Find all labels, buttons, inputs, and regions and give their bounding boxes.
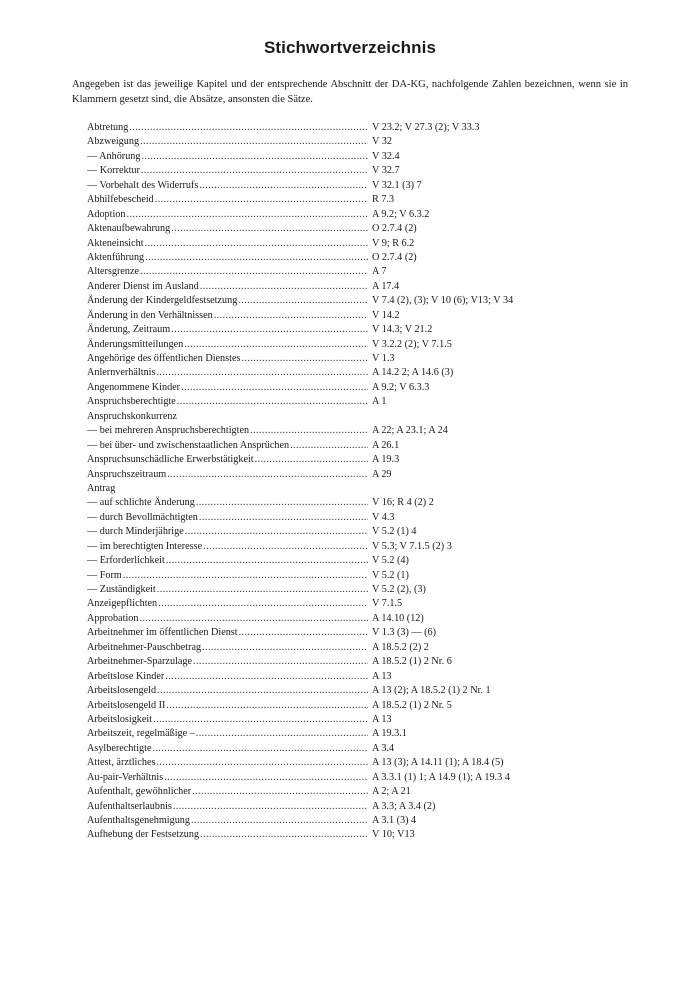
- index-term-cell: [87, 742, 368, 756]
- index-reference: A 9.2; V 6.3.3: [372, 381, 430, 393]
- dot-leader: [141, 150, 368, 164]
- index-term: Angenommene Kinder: [87, 381, 181, 393]
- index-term: Antrag: [87, 482, 116, 494]
- index-term: Anspruchszeitraum: [87, 468, 167, 480]
- index-term: — durch Bevollmächtigten: [87, 511, 198, 523]
- index-term: Änderung in den Verhältnissen: [87, 309, 213, 321]
- index-term-cell: [87, 814, 368, 828]
- dot-leader: [157, 684, 368, 698]
- index-entry: [87, 468, 647, 482]
- index-term-cell: [87, 785, 368, 799]
- dot-leader: [157, 583, 368, 597]
- index-term-cell: [87, 684, 368, 698]
- index-entry: [87, 727, 647, 741]
- index-reference: A 17.4: [372, 280, 400, 292]
- index-reference: A 19.3: [372, 454, 400, 466]
- index-entry: [87, 294, 647, 308]
- index-entry: [87, 135, 647, 149]
- index-entry: [87, 496, 647, 510]
- dot-leader: [255, 453, 368, 467]
- index-entry: [87, 309, 647, 323]
- index-reference: V 3.2.2 (2); V 7.1.5: [372, 338, 452, 350]
- index-entry: [87, 381, 647, 395]
- index-term: — bei mehreren Anspruchsberechtigten: [87, 425, 250, 437]
- index-entry: [87, 265, 647, 279]
- index-term-cell: [87, 453, 368, 467]
- index-reference: A 2; A 21: [372, 786, 411, 798]
- index-reference: V 5.2 (1): [372, 569, 409, 581]
- index-entry: [87, 525, 647, 539]
- index-term-cell: [87, 237, 368, 251]
- index-term-cell: [87, 410, 368, 424]
- index-reference: V 32.7: [372, 165, 400, 177]
- dot-leader: [200, 280, 368, 294]
- index-term: Arbeitnehmer im öffentlichen Dienst: [87, 627, 238, 639]
- index-entry: [87, 208, 647, 222]
- index-term: — im berechtigten Interesse: [87, 540, 203, 552]
- index-term: Aktenaufbewahrung: [87, 223, 171, 235]
- dot-leader: [196, 727, 368, 741]
- index-reference: A 13: [372, 670, 392, 682]
- index-term: Anspruchsberechtigte: [87, 396, 176, 408]
- index-term-cell: [87, 251, 368, 265]
- dot-leader: [167, 468, 368, 482]
- dot-leader: [184, 338, 368, 352]
- index-term-cell: [87, 727, 368, 741]
- index-term-cell: [87, 496, 368, 510]
- index-entry: [87, 742, 647, 756]
- index-reference: R 7.3: [372, 194, 395, 206]
- index-entry: [87, 785, 647, 799]
- dot-leader: [173, 800, 368, 814]
- index-reference: V 9; R 6.2: [372, 237, 415, 249]
- index-reference: V 7.4 (2), (3); V 10 (6); V13; V 34: [372, 295, 514, 307]
- index-reference: A 14.10 (12): [372, 612, 424, 624]
- index-term: Arbeitslose Kinder: [87, 670, 165, 682]
- dot-leader: [166, 554, 368, 568]
- index-term: Aufenthalt, gewöhnlicher: [87, 786, 192, 798]
- index-term: — Anhörung: [87, 150, 141, 162]
- index-term: Anderer Dienst im Ausland: [87, 280, 199, 292]
- dot-leader: [140, 265, 368, 279]
- dot-leader: [199, 179, 368, 193]
- index-entry: [87, 756, 647, 770]
- index-term-cell: [87, 569, 368, 583]
- dot-leader: [192, 785, 368, 799]
- index-entry: [87, 424, 647, 438]
- index-term: — auf schlichte Änderung: [87, 497, 195, 509]
- index-entry: [87, 179, 647, 193]
- index-entry: [87, 655, 647, 669]
- index-reference: A 19.3.1: [372, 728, 407, 740]
- index-reference: A 18.5.2 (1) 2 Nr. 5: [372, 699, 452, 711]
- index-term-cell: [87, 655, 368, 669]
- dot-leader: [123, 569, 368, 583]
- index-term: Abtretung: [87, 122, 129, 133]
- index-term-cell: [87, 338, 368, 352]
- index-entry: [87, 597, 647, 611]
- dot-leader: [145, 251, 368, 265]
- index-reference: A 18.5.2 (2) 2: [372, 641, 429, 653]
- dot-leader: [158, 597, 368, 611]
- index-term-cell: [87, 525, 368, 539]
- index-entry: [87, 800, 647, 814]
- index-reference: V 5.2 (1) 4: [372, 526, 417, 538]
- index-reference: A 9.2; V 6.3.2: [372, 208, 430, 220]
- index-reference: A 26.1: [372, 439, 400, 451]
- index-entry: [87, 352, 647, 366]
- index-entry: [87, 439, 647, 453]
- index-reference: V 4.3: [372, 511, 395, 523]
- index-term-cell: [87, 280, 368, 294]
- dot-leader: [127, 208, 369, 222]
- dot-leader: [250, 424, 368, 438]
- dot-leader: [196, 496, 368, 510]
- index-term: — Erforderlichkeit: [87, 555, 165, 567]
- index-entry: [87, 323, 647, 337]
- index-entry: [87, 612, 647, 626]
- index-reference: A 14.2 2; A 14.6 (3): [372, 367, 454, 379]
- index-term: — bei über- und zwischenstaatlichen Ansprüchen: [87, 439, 290, 451]
- index-entry: [87, 482, 647, 496]
- index-reference: V 10; V13: [372, 829, 415, 841]
- index-term-cell: [87, 597, 368, 611]
- index-term: — Zuständigkeit: [87, 584, 156, 595]
- index-term: Arbeitnehmer-Sparzulage: [87, 656, 193, 668]
- index-term-cell: [87, 323, 368, 337]
- page-title: Stichwortverzeichnis: [263, 38, 437, 57]
- index-term: Änderung der Kindergeldfestsetzung: [87, 295, 238, 307]
- index-reference: A 3.3; A 3.4 (2): [372, 800, 436, 812]
- index-term-cell: [87, 179, 368, 193]
- dot-leader: [129, 121, 368, 135]
- index-term: Änderungsmitteilungen: [87, 338, 184, 350]
- index-reference: O 2.7.4 (2): [372, 251, 417, 263]
- index-term: Approbation: [87, 612, 139, 624]
- index-entry: [87, 670, 647, 684]
- dot-leader: [200, 828, 368, 842]
- index-entry: [87, 569, 647, 583]
- index-reference: V 23.2; V 27.3 (2); V 33.3: [372, 122, 480, 133]
- index-entry: [87, 828, 647, 842]
- index-term-cell: [87, 583, 368, 597]
- index-reference: V 32.1 (3) 7: [372, 179, 422, 191]
- index-entry: [87, 814, 647, 828]
- dot-leader: [185, 525, 368, 539]
- index-term: Anspruchsunschädliche Erwerbstätigkeit: [87, 454, 254, 466]
- index-term-cell: [87, 309, 368, 323]
- index-term-cell: [87, 800, 368, 814]
- index-term-cell: [87, 208, 368, 222]
- index-term-cell: [87, 424, 368, 438]
- index-entry: [87, 583, 647, 597]
- index-term: Attest, ärztliches: [87, 757, 156, 769]
- index-term: — Form: [87, 569, 122, 581]
- index-entry: [87, 511, 647, 525]
- index-term-cell: [87, 294, 368, 308]
- dot-leader: [166, 699, 368, 713]
- index-term-cell: [87, 828, 368, 842]
- index-term: Aufhebung der Festsetzung: [87, 829, 200, 841]
- index-term-cell: [87, 395, 368, 409]
- index-term-cell: [87, 540, 368, 554]
- dot-leader: [156, 756, 368, 770]
- dot-leader: [171, 323, 368, 337]
- index-entry: [87, 684, 647, 698]
- index-term: — Vorbehalt des Widerrufs: [87, 179, 199, 191]
- index-reference: A 1: [372, 396, 387, 408]
- index-reference: V 5.3; V 7.1.5 (2) 3: [372, 540, 452, 552]
- dot-leader: [181, 381, 368, 395]
- index-term-cell: [87, 121, 368, 135]
- index-term-cell: [87, 439, 368, 453]
- index-term: Arbeitslosengeld: [87, 685, 157, 697]
- index-term: Abzweigung: [87, 136, 140, 148]
- index-reference: A 7: [372, 266, 387, 278]
- index-reference: V 5.2 (4): [372, 555, 409, 567]
- dot-leader: [199, 511, 368, 525]
- intro-paragraph: Angegeben ist das jeweilige Kapitel und der entsprechende Abschnitt der DA-KG, nachfolgende Zahlen bezeichnen, wenn sie in Klammern gesetzt sind, die Absätze, ansonsten die Sätze.: [72, 79, 628, 105]
- index-reference: V 32.4: [372, 150, 400, 162]
- index-entry: [87, 366, 647, 380]
- index-term-cell: [87, 699, 368, 713]
- index-term: Akteneinsicht: [87, 237, 144, 249]
- index-term-cell: [87, 265, 368, 279]
- dot-leader: [238, 294, 368, 308]
- dot-leader: [141, 164, 368, 178]
- index-term: Aufenthaltserlaubnis: [87, 800, 172, 812]
- index-entry: [87, 150, 647, 164]
- index-term-cell: [87, 756, 368, 770]
- dot-leader: [191, 814, 368, 828]
- index-reference: V 1.3 (3) — (6): [372, 627, 437, 639]
- index-reference: A 13 (2); A 18.5.2 (1) 2 Nr. 1: [372, 685, 491, 697]
- dot-leader: [202, 641, 368, 655]
- index-entry: [87, 641, 647, 655]
- index-reference: V 32: [372, 136, 392, 148]
- index-term: Arbeitnehmer-Pauschbetrag: [87, 641, 202, 653]
- index-term: Anlernverhältnis: [87, 367, 156, 379]
- index-term-cell: [87, 164, 368, 178]
- index-reference: V 16; R 4 (2) 2: [372, 497, 434, 509]
- dot-leader: [155, 193, 368, 207]
- index-entry: [87, 554, 647, 568]
- index-term: Au-pair-Verhältnis: [87, 771, 164, 783]
- index-reference: O 2.7.4 (2): [372, 223, 417, 235]
- keyword-index: [87, 121, 647, 843]
- index-term: Arbeitszeit, regelmäßige –: [87, 728, 195, 740]
- index-entry: [87, 121, 647, 135]
- index-reference: V 5.2 (2), (3): [372, 584, 426, 595]
- index-term-cell: [87, 468, 368, 482]
- dot-leader: [290, 439, 368, 453]
- index-reference: V 14.3; V 21.2: [372, 324, 433, 336]
- dot-leader: [140, 612, 369, 626]
- dot-leader: [193, 655, 368, 669]
- index-entry: [87, 713, 647, 727]
- index-term: Asylberechtigte: [87, 742, 152, 754]
- index-reference: A 22; A 23.1; A 24: [372, 425, 448, 437]
- index-reference: A 13 (3); A 14.11 (1); A 18.4 (5): [372, 757, 504, 769]
- dot-leader: [140, 135, 368, 149]
- index-reference: A 29: [372, 468, 392, 480]
- index-entry: [87, 410, 647, 424]
- index-entry: [87, 453, 647, 467]
- index-term: Aufenthaltsgenehmigung: [87, 815, 190, 826]
- dot-leader: [145, 237, 368, 251]
- index-entry: [87, 164, 647, 178]
- index-term-cell: [87, 222, 368, 236]
- index-term-cell: [87, 713, 368, 727]
- index-entry: [87, 237, 647, 251]
- index-entry: [87, 395, 647, 409]
- index-term-cell: [87, 554, 368, 568]
- index-reference: A 3.4: [372, 742, 395, 754]
- index-term: Arbeitslosigkeit: [87, 713, 153, 725]
- index-term-cell: [87, 612, 368, 626]
- index-reference: A 3.3.1 (1) 1; A 14.9 (1); A 19.3 4: [372, 771, 510, 783]
- dot-leader: [171, 222, 368, 236]
- index-term-cell: [87, 641, 368, 655]
- index-term-cell: [87, 771, 368, 785]
- index-term-cell: [87, 626, 368, 640]
- dot-leader: [203, 540, 368, 554]
- index-term-cell: [87, 150, 368, 164]
- index-term-cell: [87, 511, 368, 525]
- index-term: Arbeitslosengeld II: [87, 699, 166, 711]
- dot-leader: [239, 626, 368, 640]
- index-entry: [87, 540, 647, 554]
- index-entry: [87, 338, 647, 352]
- index-term-cell: [87, 135, 368, 149]
- index-term: Aktenführung: [87, 251, 145, 263]
- dot-leader: [164, 771, 368, 785]
- dot-leader: [241, 352, 368, 366]
- index-term: Anspruchskonkurrenz: [87, 410, 177, 422]
- index-reference: A 13: [372, 713, 392, 725]
- index-entry: [87, 626, 647, 640]
- index-term: Abhilfebescheid: [87, 194, 154, 206]
- dot-leader: [153, 713, 368, 727]
- index-entry: [87, 280, 647, 294]
- index-term-cell: [87, 366, 368, 380]
- index-entry: [87, 193, 647, 207]
- index-reference: A 3.1 (3) 4: [372, 815, 417, 826]
- index-reference: V 7.1.5: [372, 598, 403, 610]
- index-entry: [87, 771, 647, 785]
- index-term-cell: [87, 352, 368, 366]
- index-entry: [87, 699, 647, 713]
- dot-leader: [214, 309, 368, 323]
- index-term-cell: [87, 193, 368, 207]
- index-term: — durch Minderjährige: [87, 526, 184, 538]
- index-term: Altersgrenze: [87, 266, 140, 278]
- index-reference: A 18.5.2 (1) 2 Nr. 6: [372, 656, 452, 668]
- index-term-cell: [87, 381, 368, 395]
- index-reference: V 1.3: [372, 353, 395, 364]
- index-entry: [87, 251, 647, 265]
- index-term: Anzeigepflichten: [87, 598, 158, 610]
- dot-leader: [153, 742, 369, 756]
- dot-leader: [156, 366, 368, 380]
- index-term: Änderung, Zeitraum: [87, 324, 171, 336]
- dot-leader: [177, 395, 368, 409]
- index-term: Angehörige des öffentlichen Dienstes: [87, 353, 241, 364]
- index-term-cell: [87, 670, 368, 684]
- index-term: Adoption: [87, 208, 126, 220]
- index-term: — Korrektur: [87, 165, 140, 177]
- dot-leader: [165, 670, 368, 684]
- index-entry: [87, 222, 647, 236]
- index-term-cell: [87, 482, 368, 496]
- index-reference: V 14.2: [372, 309, 400, 321]
